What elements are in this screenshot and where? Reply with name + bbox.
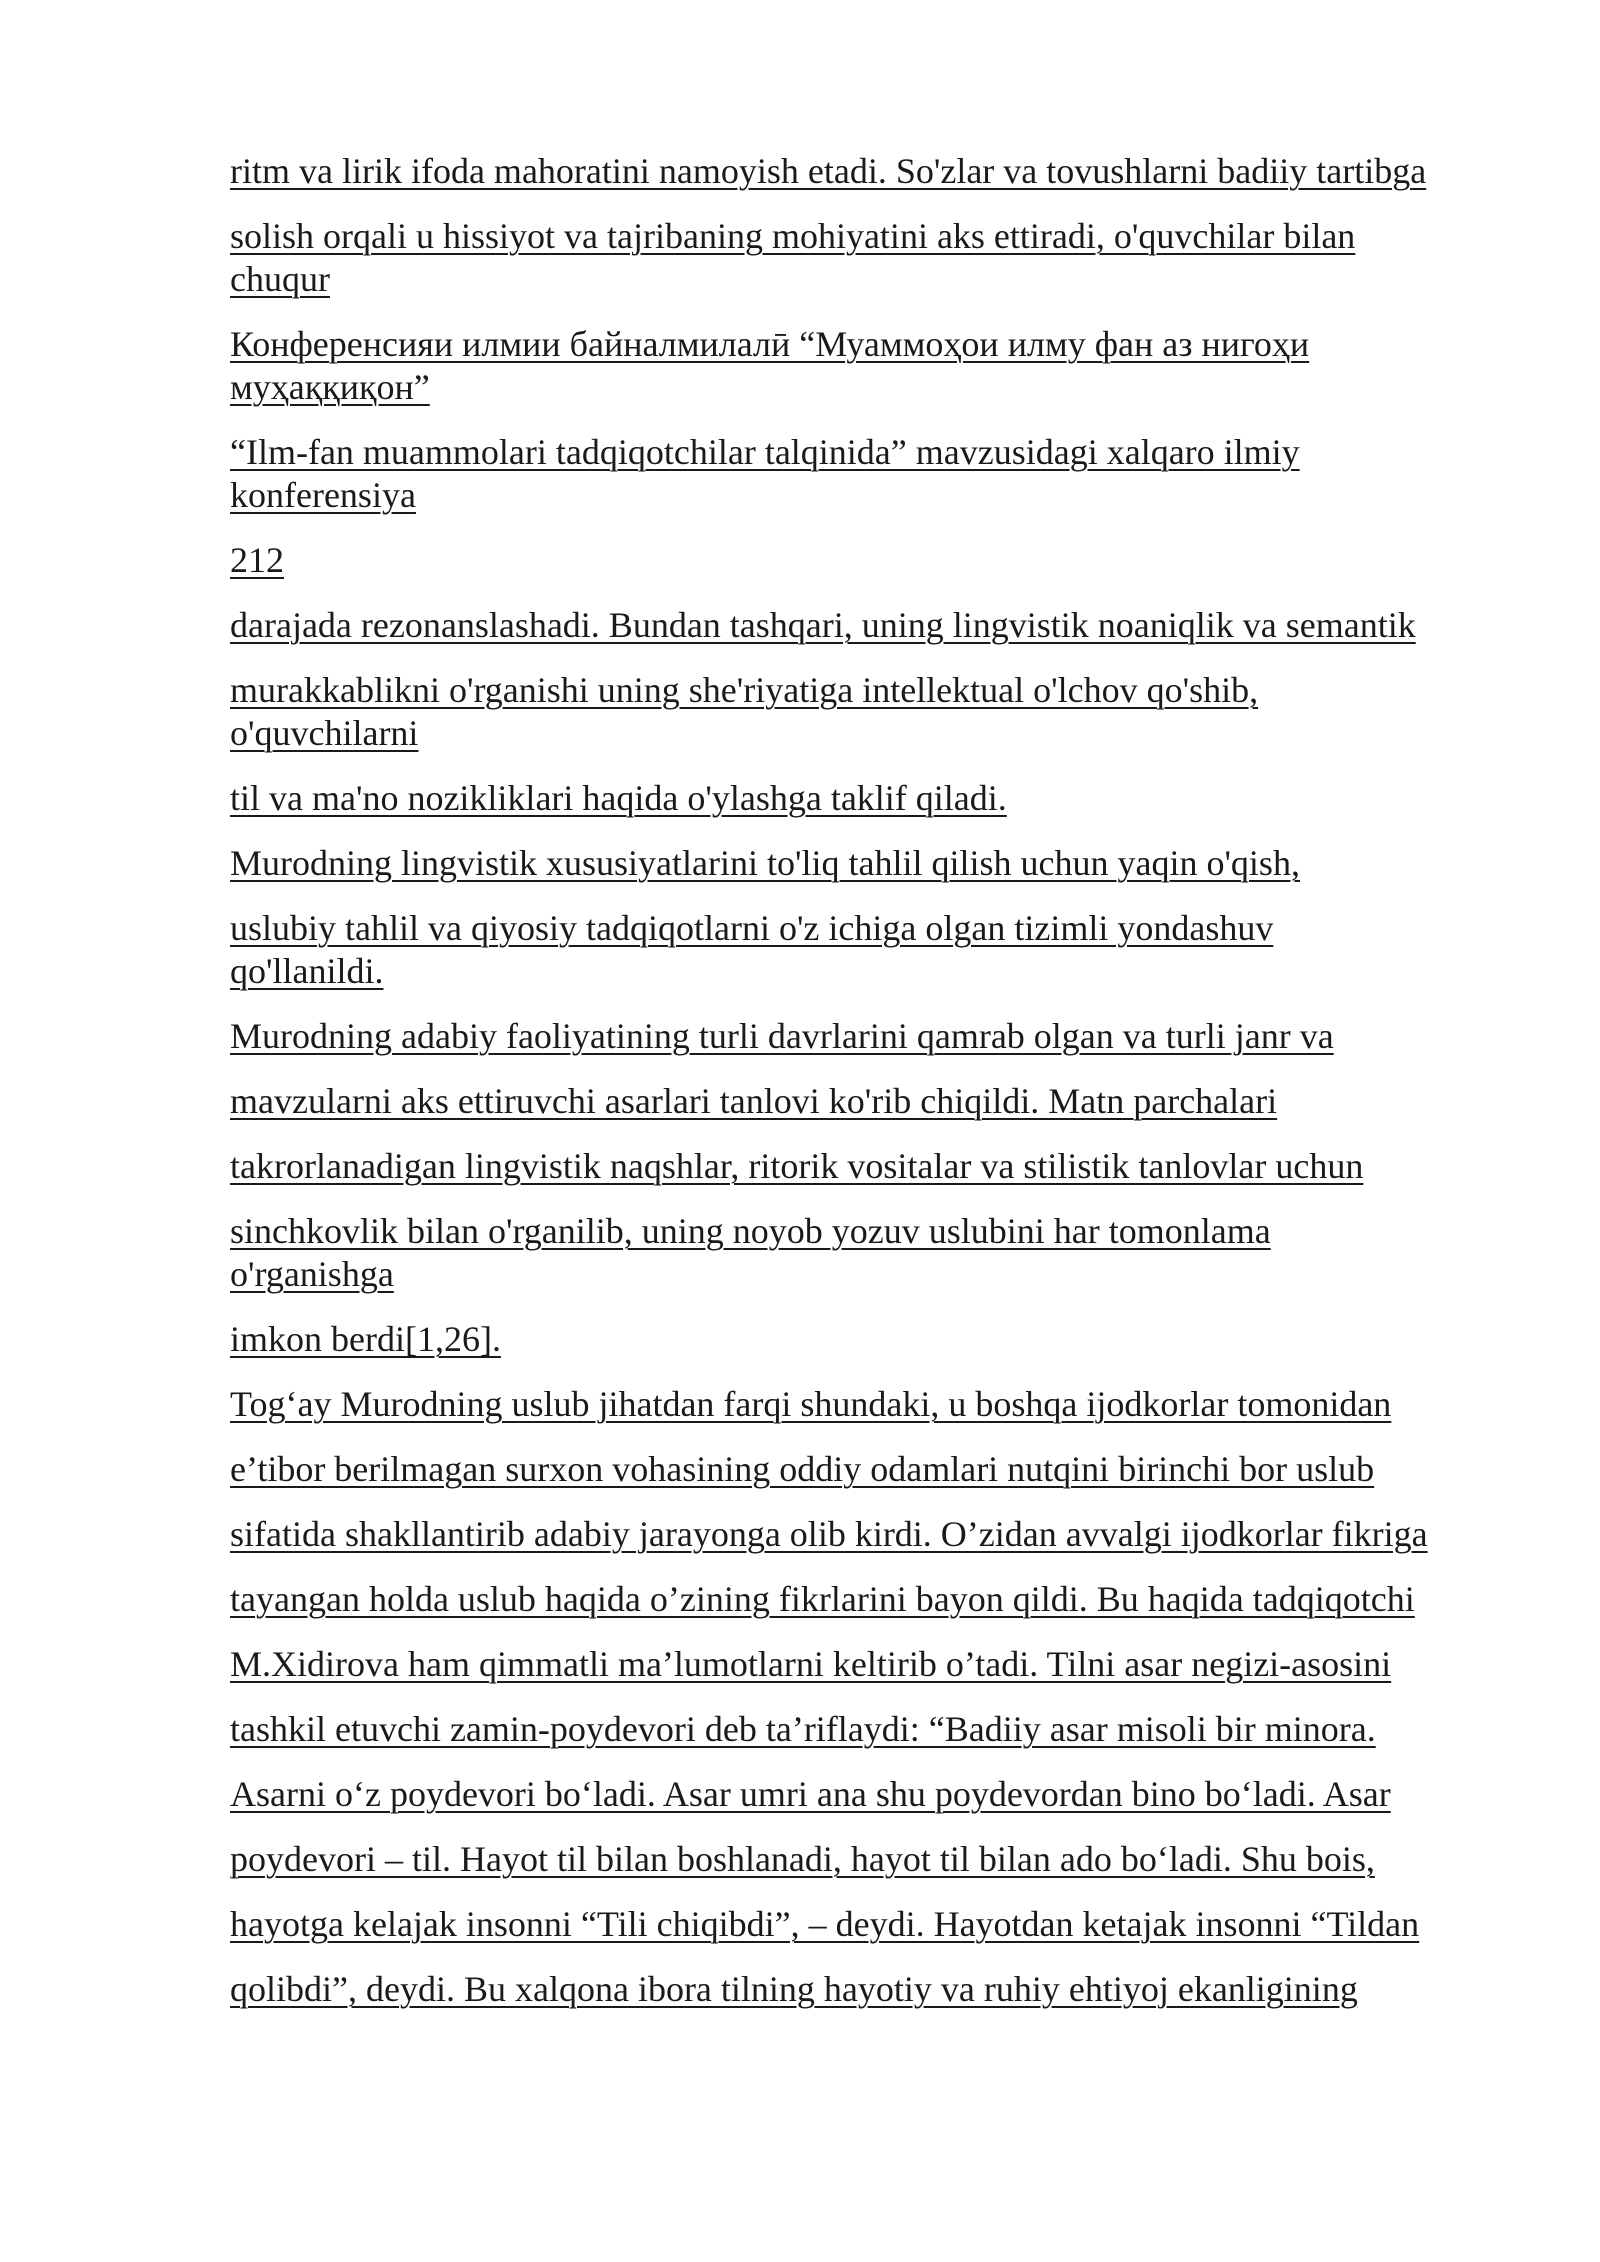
text-line: e’tibor berilmagan surxon vohasining oddiy odamlari nutqini birinchi bor uslub (230, 1449, 1375, 1489)
text-line: sinchkovlik bilan o'rganilib, uning noyob yozuv uslubini har tomonlama o'rganishga (230, 1211, 1271, 1294)
text-line: tayangan holda uslub haqida o’zining fikrlarini bayon qildi. Bu haqida tadqiqotchi (230, 1579, 1415, 1619)
document-body (230, 150, 1530, 2033)
text-line: Murodning adabiy faoliyatining turli davrlarini qamrab olgan va turli janr va (230, 1016, 1334, 1056)
text-line: M.Xidirova ham qimmatli ma’lumotlarni keltirib o’tadi. Tilni asar negizi-asosini (230, 1644, 1392, 1684)
text-line: qolibdi”, deydi. Bu xalqona ibora tilning hayotiy va ruhiy ehtiyoj ekanligining (230, 1969, 1358, 2009)
text-line: murakkablikni o'rganishi uning she'riyatiga intellektual o'lchov qo'shib, o'quvchilarni (230, 670, 1259, 753)
conference-header-uzbek: “Ilm-fan muammolari tadqiqotchilar talqinida” mavzusidagi xalqaro ilmiy konferensiya (230, 432, 1300, 515)
text-line: til va ma'no nozikliklari haqida o'ylashga taklif qiladi. (230, 778, 1007, 818)
text-line: tashkil etuvchi zamin-poydevori deb ta’riflaydi: “Badiiy asar misoli bir minora. (230, 1709, 1376, 1749)
text-line: hayotga kelajak insonni “Tili chiqibdi”, – deydi. Hayotdan ketajak insonni “Tildan (230, 1904, 1420, 1944)
text-line: darajada rezonanslashadi. Bundan tashqari, uning lingvistik noaniqlik va semantik (230, 605, 1416, 645)
text-line: imkon berdi[1,26]. (230, 1319, 501, 1359)
text-line: ritm va lirik ifoda mahoratini namoyish etadi. So'zlar va tovushlarni badiiy tartibga (230, 151, 1427, 191)
text-line: solish orqali u hissiyot va tajribaning mohiyatini aks ettiradi, o'quvchilar bilan chuqur (230, 216, 1356, 299)
text-line: Tog‘ay Murodning uslub jihatdan farqi shundaki, u boshqa ijodkorlar tomonidan (230, 1384, 1392, 1424)
text-line: takrorlanadigan lingvistik naqshlar, ritorik vositalar va stilistik tanlovlar uchun (230, 1146, 1364, 1186)
conference-header-tajik: Конференсияи илмии байналмилалӣ “Муаммоҳои илму фан аз нигоҳи муҳаққиқон” (230, 324, 1310, 407)
text-line: uslubiy tahlil va qiyosiy tadqiqotlarni o'z ichiga olgan tizimli yondashuv qo'llanildi. (230, 908, 1274, 991)
page-number: 212 (230, 540, 284, 580)
text-line: mavzularni aks ettiruvchi asarlari tanlovi ko'rib chiqildi. Matn parchalari (230, 1081, 1278, 1121)
text-line: poydevori – til. Hayot til bilan boshlanadi, hayot til bilan ado bo‘ladi. Shu bois, (230, 1839, 1375, 1879)
text-line: Asarni o‘z poydevori bo‘ladi. Asar umri ana shu poydevordan bino bo‘ladi. Asar (230, 1774, 1391, 1814)
text-line: sifatida shakllantirib adabiy jarayonga olib kirdi. O’zidan avvalgi ijodkorlar fikriga (230, 1514, 1428, 1554)
text-line: Murodning lingvistik xususiyatlarini to'liq tahlil qilish uchun yaqin o'qish, (230, 843, 1300, 883)
